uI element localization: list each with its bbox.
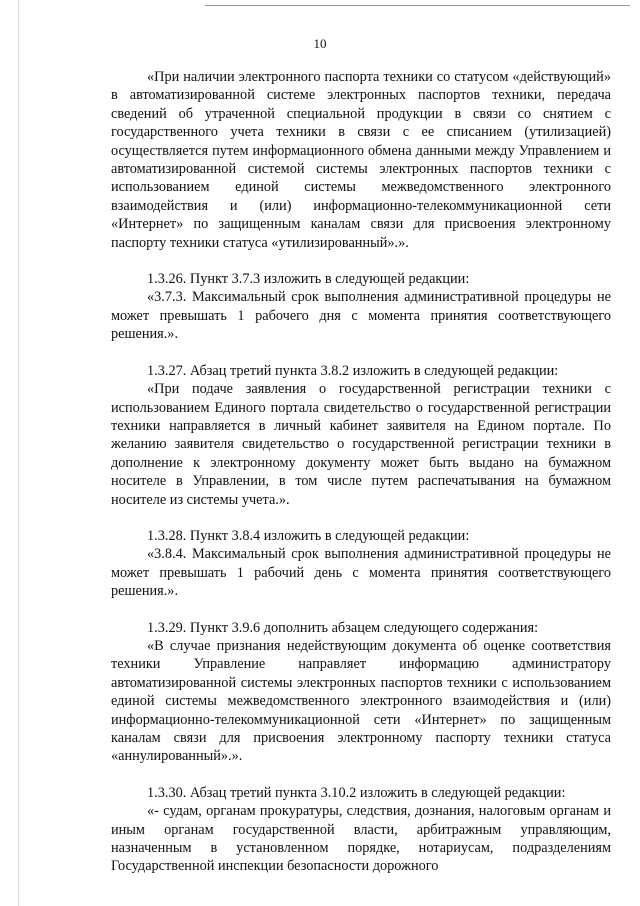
paragraph: 1.3.30. Абзац третий пункта 3.10.2 изложить в следующей редакции: <box>147 784 566 801</box>
page-number: 10 <box>313 36 327 51</box>
document-body <box>111 68 611 876</box>
paragraph: «3.7.3. Максимальный срок выполнения административной процедуры не может превышать 1 рабочего дня с момента принятия соответствующего решения.». <box>111 289 611 343</box>
paragraph: 1.3.26. Пункт 3.7.3 изложить в следующей редакции: <box>147 271 470 288</box>
paragraph: «3.8.4. Максимальный срок выполнения административной процедуры не может превышать 1 рабочий день с момента принятия соответствующего решения.». <box>111 546 611 600</box>
paragraph: «- судам, органам прокуратуры, следствия, дознания, налоговым органам и иным органам государственной власти, арбитражным управляющим, назначенным в установленном порядке, нотариусам, подразделениям Государственной инспекции безопасности дорожного <box>111 803 611 875</box>
paragraph: 1.3.28. Пункт 3.8.4 изложить в следующей редакции: <box>147 527 470 544</box>
page-edge <box>18 0 19 906</box>
paragraph: «При наличии электронного паспорта техники со статусом «действующий» в автоматизированной системе электронных паспортов техники, передача сведений об утраченной специальной продукции в связи со снятием с государственного учета техники в связи с ее списанием (утилизацией) осуществляется путем информационного обмена данными между Управлением и автоматизированной системой системы электронных паспортов техники с использованием единой системы межведомственного электронного взаимодействия и (или) информационно-телекоммуникационной сети «Интернет» по защищенным каналам связи для присвоения электронному паспорту техники статуса «утилизированный».». <box>111 69 611 251</box>
top-rule <box>205 5 630 6</box>
paragraph: 1.3.29. Пункт 3.9.6 дополнить абзацем следующего содержания: <box>147 619 539 636</box>
paragraph: «При подаче заявления о государственной регистрации техники с использованием Единого портала свидетельство о государственной регистрации техники направляется в личный кабинет заявителя на Едином портале. По желанию заявителя свидетельство о государственной регистрации техники в дополнение к электронному документу может быть выдано на бумажном носителе в Управлении, в том числе путем распечатывания на бумажном носителе из системы учета.». <box>111 381 611 508</box>
paragraph: «В случае признания недействующим документа об оценке соответствия техники Управление направляет информацию администратору автоматизированной системы электронных паспортов техники с использованием единой системы межведомственного электронного взаимодействия и (или) информационно-телекоммуникационной сети «Интернет» по защищенным каналам связи для присвоения электронному паспорту техники статуса «аннулированный».». <box>111 637 611 765</box>
paragraph: 1.3.27. Абзац третий пункта 3.8.2 изложить в следующей редакции: <box>147 362 559 379</box>
